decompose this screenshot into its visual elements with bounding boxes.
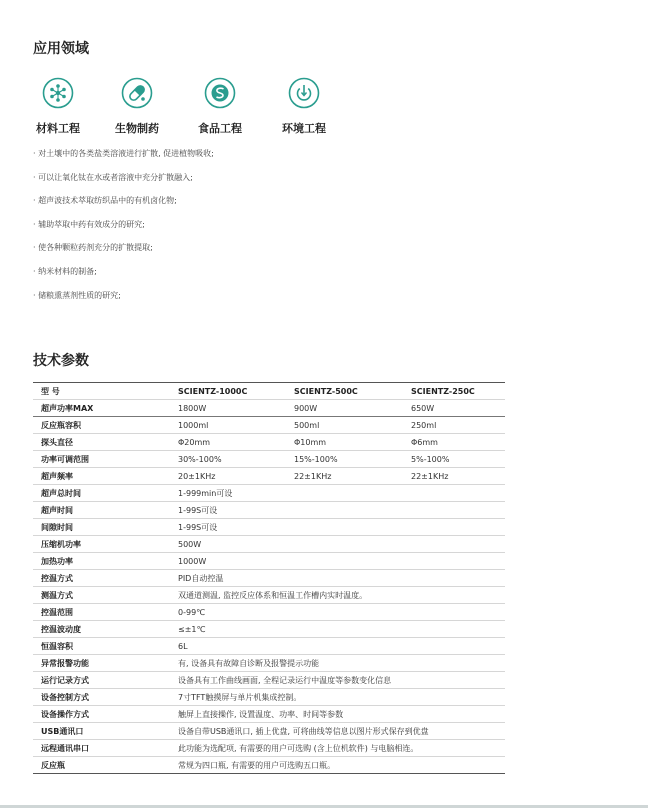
table-header-row: [33, 383, 505, 400]
list-item: · 辅助萃取中药有效成分的研究;: [33, 218, 593, 242]
table-cell: 功率可调范围: [33, 451, 170, 468]
table-cell: 异常报警功能: [33, 655, 170, 672]
table-cell: 超声频率: [33, 468, 170, 485]
table-row: [33, 502, 505, 519]
icon-item-food: [185, 77, 255, 136]
table-row: [33, 519, 505, 536]
table-cell: 1000ml: [170, 417, 286, 434]
capsule-icon: [121, 77, 153, 109]
table-row: [33, 723, 505, 740]
table-cell: 22±1KHz: [286, 468, 403, 485]
table-cell: 250ml: [403, 417, 505, 434]
list-item: · 使各种颗粒药剂充分的扩散提取;: [33, 241, 593, 265]
table-row: [33, 485, 505, 502]
table-cell: 恒温容积: [33, 638, 170, 655]
table-cell: 控温波动度: [33, 621, 170, 638]
table-row: [33, 638, 505, 655]
table-cell: 1800W: [170, 400, 286, 417]
table-row: [33, 570, 505, 587]
table-cell: Φ10mm: [286, 434, 403, 451]
table-cell: 设备自带USB通讯口, 插上优盘, 可将曲线等信息以图片形式保存到优盘: [170, 723, 505, 740]
table-row: [33, 740, 505, 757]
list-item: · 超声波技术萃取纺织品中的有机卤化物;: [33, 194, 593, 218]
table-cell: 超声功率MAX: [33, 400, 170, 417]
table-cell: 超声时间: [33, 502, 170, 519]
table-row: [33, 536, 505, 553]
section-title-specs: 技术参数: [33, 353, 89, 369]
table-cell: 控温范围: [33, 604, 170, 621]
icon-item-biopharma: [102, 77, 172, 136]
spec-table: [33, 382, 505, 774]
table-row: [33, 689, 505, 706]
table-row: [33, 587, 505, 604]
table-cell: 22±1KHz: [403, 468, 505, 485]
table-cell: 远程通讯串口: [33, 740, 170, 757]
table-cell: 1-99S可设: [170, 519, 505, 536]
table-cell: 650W: [403, 400, 505, 417]
table-cell: 15%-100%: [286, 451, 403, 468]
table-cell: 900W: [286, 400, 403, 417]
icon-label: 生物制药: [115, 122, 159, 135]
list-item: · 可以让氧化钛在水或者溶液中充分扩散融入;: [33, 171, 593, 195]
icon-label: 环境工程: [282, 122, 326, 135]
table-cell: ≤±1℃: [170, 621, 505, 638]
molecule-icon: [42, 77, 74, 109]
table-cell: 1-99S可设: [170, 502, 505, 519]
table-cell: 设备具有工作曲线画面, 全程记录运行中温度等参数变化信息: [170, 672, 505, 689]
table-cell: PID自动控温: [170, 570, 505, 587]
list-item: · 储粮熏蒸剂性质的研究;: [33, 289, 593, 313]
table-cell: 超声总时间: [33, 485, 170, 502]
table-cell: 1-999min可设: [170, 485, 505, 502]
environment-icon: [288, 77, 320, 109]
table-cell: 1000W: [170, 553, 505, 570]
table-row: [33, 417, 505, 434]
header-cell: 型 号: [33, 383, 170, 400]
table-cell: 双通道测温, 监控反应体系和恒温工作槽内实时温度。: [170, 587, 505, 604]
table-cell: 7寸TFT触摸屏与单片机集成控制。: [170, 689, 505, 706]
table-row: [33, 621, 505, 638]
table-cell: 测温方式: [33, 587, 170, 604]
table-cell: 设备操作方式: [33, 706, 170, 723]
header-cell: SCIENTZ-500C: [286, 383, 403, 400]
header-cell: SCIENTZ-250C: [403, 383, 505, 400]
icon-item-environment: [269, 77, 339, 136]
table-cell: 有, 设备具有故障自诊断及报警提示功能: [170, 655, 505, 672]
table-row: [33, 706, 505, 723]
table-cell: Φ6mm: [403, 434, 505, 451]
icon-label: 材料工程: [36, 122, 80, 135]
application-icons: [30, 77, 350, 135]
table-cell: 间隙时间: [33, 519, 170, 536]
table-cell: 设备控制方式: [33, 689, 170, 706]
table-cell: 500ml: [286, 417, 403, 434]
list-item: · 对土壤中的各类盐类溶液进行扩散, 促进植物吸收;: [33, 147, 593, 171]
table-cell: 控温方式: [33, 570, 170, 587]
food-icon: [204, 77, 236, 109]
table-cell: 此功能为选配项, 有需要的用户可选购 (含上位机软件) 与电脑相连。: [170, 740, 505, 757]
table-row: [33, 655, 505, 672]
table-cell: 常规为四口瓶, 有需要的用户可选购五口瓶。: [170, 757, 505, 774]
table-cell: USB通讯口: [33, 723, 170, 740]
table-cell: 反应瓶: [33, 757, 170, 774]
table-row: [33, 451, 505, 468]
table-cell: 反应瓶容积: [33, 417, 170, 434]
table-row: [33, 672, 505, 689]
table-row: [33, 400, 505, 417]
icon-label: 食品工程: [198, 122, 242, 135]
table-cell: 加热功率: [33, 553, 170, 570]
section-title-application: 应用领域: [33, 41, 89, 57]
list-item: · 纳米材料的制备;: [33, 265, 593, 289]
header-cell: SCIENTZ-1000C: [170, 383, 286, 400]
table-row: [33, 468, 505, 485]
application-list: [33, 147, 593, 312]
table-cell: Φ20mm: [170, 434, 286, 451]
table-cell: 20±1KHz: [170, 468, 286, 485]
table-cell: 30%-100%: [170, 451, 286, 468]
table-cell: 0-99℃: [170, 604, 505, 621]
table-cell: 触屏上直接操作, 设置温度、功率、时间等参数: [170, 706, 505, 723]
table-row: [33, 553, 505, 570]
table-row: [33, 757, 505, 774]
table-cell: 运行记录方式: [33, 672, 170, 689]
table-row: [33, 604, 505, 621]
table-cell: 探头直径: [33, 434, 170, 451]
table-row: [33, 434, 505, 451]
table-cell: 压缩机功率: [33, 536, 170, 553]
table-cell: 5%-100%: [403, 451, 505, 468]
icon-item-materials: [23, 77, 93, 136]
table-cell: 500W: [170, 536, 505, 553]
table-cell: 6L: [170, 638, 505, 655]
